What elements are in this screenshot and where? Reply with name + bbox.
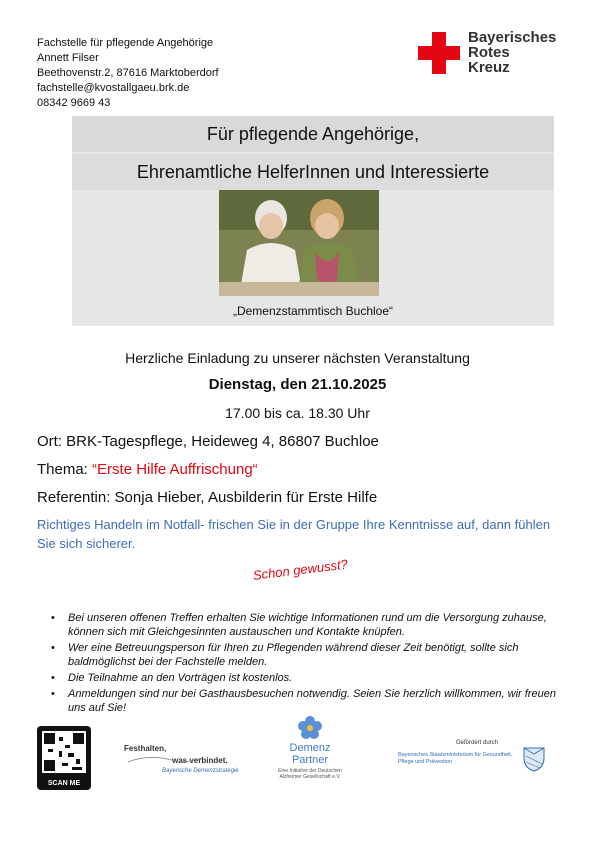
contact-name: Annett Filser — [37, 52, 99, 64]
brk-logo-text: Bayerisches Rotes Kreuz — [468, 29, 557, 76]
banner-title-2: Ehrenamtliche HelferInnen und Interessierte — [72, 154, 554, 190]
contact-org: Fachstelle für pflegende Angehörige — [37, 37, 214, 49]
seniors-photo — [219, 190, 379, 296]
bavarian-crest-icon — [520, 744, 548, 772]
event-topic — [37, 461, 258, 478]
banner-caption: „Demenzstammtisch Buchloe“ — [232, 304, 394, 318]
bullet-icon: • — [51, 612, 55, 624]
brk-logo — [418, 30, 556, 75]
contact-email[interactable]: fachstelle@kvostallgaeu.brk.de — [37, 82, 190, 94]
photo-illustration — [219, 190, 379, 296]
topic-label: Thema: — [37, 461, 93, 478]
contact-address: Beethovenstr.2, 87616 Marktoberdorf — [37, 67, 219, 79]
list-item: • Die Teilnahme an den Vorträgen ist kostenlos. — [51, 672, 293, 684]
red-cross-icon — [418, 32, 460, 74]
bullet-icon: • — [51, 672, 55, 684]
hands-icon — [124, 744, 234, 784]
forget-me-not-icon — [298, 716, 322, 740]
topic-value: “Erste Hilfe Auffrischung“ — [92, 461, 258, 478]
festhalten-logo: Festhalten, was verbindet. Bayerische Demenzstrategie — [124, 744, 234, 784]
invitation-text: Herzliche Einladung zu unserer nächsten Veranstaltung — [125, 350, 470, 366]
list-item: • Wer eine Betreuungsperson für Ihren zu Pflegenden während dieser Zeit benötigt, sollte sich baldmöglichst bei der Fachstelle melden. — [51, 642, 519, 668]
list-item: • Bei unseren offenen Treffen erhalten Sie wichtige Informationen rund um die Versorgung zuhause, können sich mit Gleichgesinnten austauschen und Kontakte knüpfen. — [51, 612, 547, 638]
header-banner — [72, 116, 554, 326]
event-description: Richtiges Handeln im Notfall- frischen Sie in der Gruppe Ihre Kenntnisse auf, dann fühlen Sie sich sicherer. — [37, 517, 551, 551]
list-item: • Anmeldungen sind nur bei Gasthausbesuchen notwendig. Seien Sie herzlich willkommen, wir freuen uns auf Sie! — [51, 688, 556, 714]
event-time: 17.00 bis ca. 18.30 Uhr — [225, 405, 370, 421]
bullet-icon: • — [51, 688, 55, 700]
qr-scan-label: SCAN ME — [47, 780, 81, 787]
info-bullet-list — [48, 611, 558, 717]
event-date: Dienstag, den 21.10.2025 — [208, 376, 387, 393]
did-you-know-heading: Schon gewusst? — [252, 556, 349, 583]
demenz-partner-logo: Demenz Partner Eine Initiative der Deutschen Alzheimer Gesellschaft e.V. — [270, 716, 350, 786]
event-location: Ort: BRK-Tagespflege, Heideweg 4, 86807 Buchloe — [37, 433, 379, 450]
banner-title-1: Für pflegende Angehörige, — [72, 116, 554, 152]
bullet-icon: • — [51, 642, 55, 654]
qr-code[interactable] — [37, 726, 91, 790]
ministry-logo: Gefördert durch Bayerisches Staatsministerium für Gesundheit, Pflege und Prävention — [398, 740, 558, 780]
contact-phone[interactable]: 08342 9669 43 — [37, 97, 111, 109]
contact-block — [37, 36, 219, 111]
event-speaker: Referentin: Sonja Hieber, Ausbilderin für Erste Hilfe — [37, 489, 378, 506]
qr-code-icon — [42, 731, 86, 773]
